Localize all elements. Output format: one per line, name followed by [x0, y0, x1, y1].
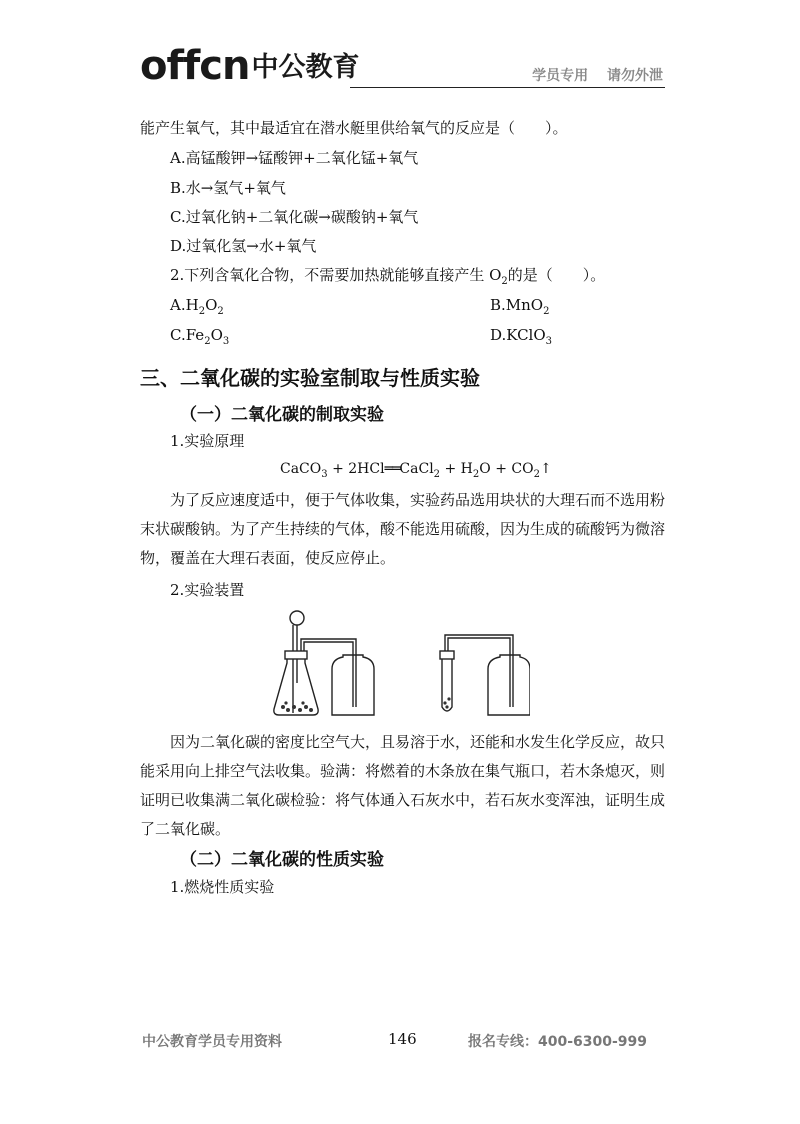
page-header	[140, 40, 665, 92]
subsection-title-2: （二）二氧化碳的性质实验	[180, 850, 384, 870]
footer-right: 报名专线：400-6300-999	[468, 1034, 648, 1050]
funnel-bulb	[290, 611, 304, 625]
logo-latin-text: offcn	[140, 43, 250, 89]
reaction-equation: CaCO$_3$ + 2HCl══CaCl$_2$ + $H_2O$ + $CO_2↑$	[280, 461, 552, 480]
gas-jar-2	[488, 655, 530, 715]
q1-option-d: D.过氧化氢→水+氧气	[170, 237, 317, 255]
apparatus-diagram	[270, 603, 530, 719]
q2-option-b: B.MnO$_2$	[490, 296, 550, 317]
paragraph-collection: 因为二氧化碳的密度比空气大，且易溶于水，还能和水发生化学反应，故只能采用向上排空气法收集。验满：将燃着的木条放在集气瓶口，若木条熄灭，则证明已收集满二氧化碳检验：将气体通入石灰水中，若石灰水变浑浊，证明生成了二氧化碳。	[140, 733, 666, 838]
q1-option-c: C.过氧化钠+二氧化碳→碳酸钠+氧气	[170, 208, 419, 226]
q2-option-c: $C.Fe_2O_3$	[170, 326, 230, 347]
q2-option-d: D.KClO$_3$	[490, 326, 553, 347]
footer-left: 中公教育学员专用资料	[142, 1034, 282, 1050]
page-number: 146	[388, 1030, 417, 1048]
q2-stem: 2.下列含氧化合物，不需要加热就能够直接产生 $O_2$的是（ ）。	[170, 266, 606, 287]
q1-option-a: A.高锰酸钾→锰酸钾+二氧化锰+氧气	[170, 149, 419, 167]
q1-stem: 能产生氧气，其中最适宜在潜水艇里供给氧气的反应是（ ）。	[140, 119, 568, 137]
q1-option-b: B.水→氢气+氧气	[170, 179, 286, 197]
item-combustion: 1.燃烧性质实验	[170, 878, 275, 896]
logo-chinese-text: 中公教育	[251, 52, 360, 83]
header-tag: 学员专用 请勿外泄	[532, 68, 663, 84]
subsection-title-1: （一）二氧化碳的制取实验	[180, 405, 384, 425]
paragraph-reagents: 为了反应速度适中，便于气体收集，实验药品选用块状的大理石而不选用粉末状碳酸钠。为了产生持续的气体，酸不能选用硫酸，因为生成的硫酸钙为微溶物，覆盖在大理石表面，使反应停止。	[140, 491, 666, 567]
offcn-logo	[140, 44, 359, 88]
header-rule	[350, 87, 665, 88]
conical-flask	[274, 655, 318, 715]
item-apparatus: 2.实验装置	[170, 581, 245, 599]
q2-option-a: $A.H_2O_2$	[170, 296, 224, 317]
item-principle: 1.实验原理	[170, 432, 245, 450]
section-title: 三、二氧化碳的实验室制取与性质实验	[140, 366, 480, 390]
